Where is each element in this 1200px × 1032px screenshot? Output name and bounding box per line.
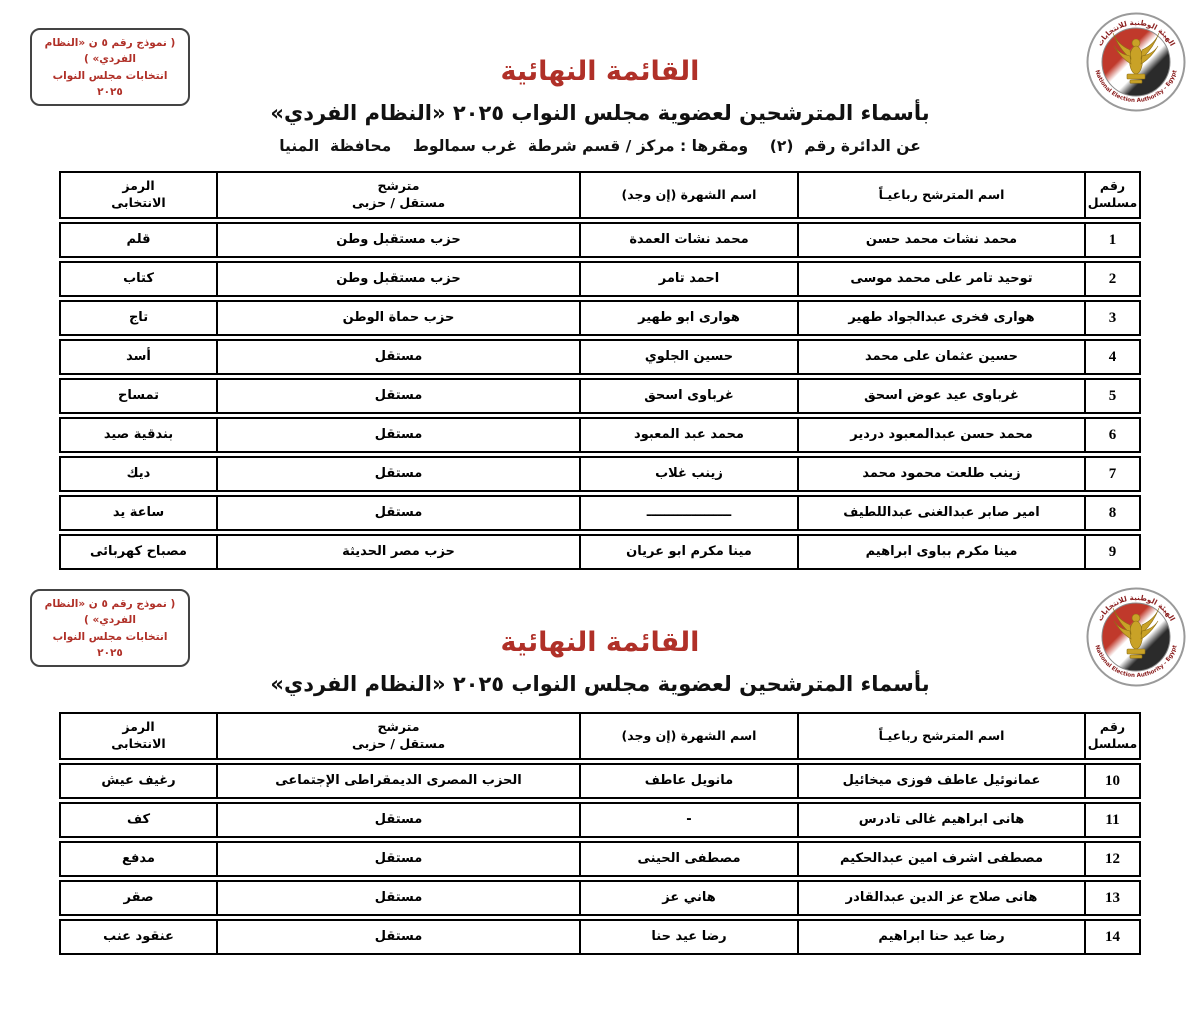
cell-serial <box>1084 224 1139 256</box>
serial-number: 1 <box>1108 231 1117 248</box>
cell-alias: زينب غلاب <box>579 458 797 490</box>
cell-candidate-name: هانى ابراهيم غالى تادرس <box>797 804 1084 836</box>
logo-english-text: National Election Authority - Egypt <box>1093 644 1179 680</box>
cell-party: مستقل <box>216 497 579 529</box>
header-party-line1: مترشح <box>377 719 420 735</box>
nea-logo <box>1086 587 1186 687</box>
cell-serial <box>1084 497 1139 529</box>
cell-alias: مانويل عاطف <box>579 765 797 797</box>
header-serial-line2: مسلسل <box>1087 736 1138 751</box>
serial-number: 13 <box>1105 889 1120 906</box>
table-row <box>59 534 1141 570</box>
header-party <box>216 173 579 217</box>
header-symbol-line1: الرمز <box>122 719 155 735</box>
final-list-title: القائمة النهائية <box>500 56 700 87</box>
cell-symbol: تاج <box>128 310 149 326</box>
district-line: عن الدائرة رقم (٢) ومقرها : مركز / قسم شرطة غرب سمالوط محافظة المنيا <box>279 137 921 155</box>
cell-symbol: مصباح كهربائى <box>90 544 187 560</box>
serial-number: 4 <box>1108 348 1117 365</box>
cell-candidate-name: مينا مكرم بباوى ابراهيم <box>797 536 1084 568</box>
cell-alias: هوارى ابو طهير <box>579 302 797 334</box>
header-serial-line2: مسلسل <box>1087 195 1138 210</box>
cell-alias: مصطفى الحينى <box>579 843 797 875</box>
form-stamp-box <box>30 28 190 106</box>
form-stamp-box <box>30 589 190 667</box>
nea-logo <box>1086 12 1186 112</box>
cell-alias: غرباوى اسحق <box>579 380 797 412</box>
cell-symbol: بندقية صيد <box>103 427 174 443</box>
candidates-table-1 <box>59 171 1141 570</box>
header-alias: اسم الشهرة (إن وجد) <box>579 173 797 217</box>
cell-alias: محمد عبد المعبود <box>579 419 797 451</box>
cell-party: مستقل <box>216 921 579 953</box>
cell-party: حزب مصر الحديثة <box>216 536 579 568</box>
cell-candidate-name: توحيد تامر على محمد موسى <box>797 263 1084 295</box>
logo-arabic-text: الهيئة الوطنية للانتخابات <box>1095 592 1178 623</box>
cell-alias: هاني عز <box>579 882 797 914</box>
serial-number: 2 <box>1108 270 1117 287</box>
header-serial-line1: رقم <box>1099 719 1126 735</box>
table-row <box>59 378 1141 414</box>
cell-candidate-name: غرباوى عيد عوض اسحق <box>797 380 1084 412</box>
logo-arabic-text: الهيئة الوطنية للانتخابات <box>1095 17 1178 48</box>
header-serial <box>1084 714 1139 758</box>
cell-serial <box>1084 263 1139 295</box>
cell-serial <box>1084 458 1139 490</box>
cell-party: مستقل <box>216 419 579 451</box>
serial-number: 5 <box>1108 387 1117 404</box>
cell-candidate-name: امير صابر عبدالغنى عبداللطيف <box>797 497 1084 529</box>
cell-symbol: ديك <box>126 466 151 482</box>
list-section-2 <box>0 573 1200 955</box>
header-symbol-line2: الانتخابى <box>111 736 166 751</box>
serial-number: 14 <box>1105 928 1120 945</box>
cell-symbol: صقر <box>123 890 154 906</box>
form-stamp-line2: انتخابات مجلس النواب ٢٠٢٥ <box>52 630 168 659</box>
cell-candidate-name: هانى صلاح عز الدين عبدالقادر <box>797 882 1084 914</box>
serial-number: 9 <box>1108 543 1117 560</box>
table-row <box>59 763 1141 799</box>
header-party-line1: مترشح <box>377 178 420 194</box>
table-row <box>59 456 1141 492</box>
header-serial <box>1084 173 1139 217</box>
cell-alias: حسين الجلوي <box>579 341 797 373</box>
cell-party: الحزب المصرى الديمقراطى الإجتماعى <box>216 765 579 797</box>
serial-number: 10 <box>1105 772 1120 789</box>
header-party-line2: مستقل / حزبى <box>351 736 446 751</box>
cell-candidate-name: عمانوئيل عاطف فوزى ميخائيل <box>797 765 1084 797</box>
cell-alias: ـــــــــــــــــــ <box>579 497 797 529</box>
cell-symbol: تمساح <box>117 388 160 404</box>
header-candidate-name: اسم المترشح رباعيـاً <box>797 173 1084 217</box>
cell-serial <box>1084 882 1139 914</box>
table-row <box>59 802 1141 838</box>
cell-party: مستقل <box>216 341 579 373</box>
form-stamp-line1: ( نموذج رقم ٥ ن «النظام الفردي» ) <box>44 598 176 627</box>
cell-symbol: ساعة يد <box>112 505 165 521</box>
header-symbol <box>61 714 216 758</box>
cell-candidate-name: مصطفى اشرف امين عبدالحكيم <box>797 843 1084 875</box>
header-symbol <box>61 173 216 217</box>
header-symbol-line2: الانتخابى <box>111 195 166 210</box>
cell-serial <box>1084 804 1139 836</box>
cell-symbol: كتاب <box>123 271 154 287</box>
cell-party: حزب مستقبل وطن <box>216 224 579 256</box>
header-party <box>216 714 579 758</box>
cell-serial <box>1084 843 1139 875</box>
table-row <box>59 919 1141 955</box>
table-row <box>59 261 1141 297</box>
cell-alias: رضا عيد حنا <box>579 921 797 953</box>
cell-serial <box>1084 341 1139 373</box>
table-row <box>59 841 1141 877</box>
serial-number: 6 <box>1108 426 1117 443</box>
nea-emblem-icon <box>1086 12 1186 112</box>
table-row <box>59 339 1141 375</box>
cell-party: حزب مستقبل وطن <box>216 263 579 295</box>
cell-symbol: مدفع <box>122 851 155 867</box>
serial-number: 7 <box>1108 465 1117 482</box>
candidates-subtitle: بأسماء المترشحين لعضوية مجلس النواب ٢٠٢٥ «النظام الفردي» <box>270 672 930 696</box>
cell-candidate-name: محمد نشات محمد حسن <box>797 224 1084 256</box>
table-header-row <box>59 712 1141 760</box>
table-body-2 <box>59 763 1141 955</box>
form-stamp-line1: ( نموذج رقم ٥ ن «النظام الفردي» ) <box>44 37 176 66</box>
cell-party: مستقل <box>216 380 579 412</box>
table-header-row <box>59 171 1141 219</box>
cell-party: مستقل <box>216 882 579 914</box>
candidates-subtitle: بأسماء المترشحين لعضوية مجلس النواب ٢٠٢٥ «النظام الفردي» <box>270 101 930 125</box>
cell-candidate-name: رضا عيد حنا ابراهيم <box>797 921 1084 953</box>
serial-number: 12 <box>1105 850 1120 867</box>
table-row <box>59 300 1141 336</box>
header-serial-line1: رقم <box>1099 178 1126 194</box>
cell-serial <box>1084 419 1139 451</box>
logo-english-text: National Election Authority - Egypt <box>1093 69 1179 105</box>
cell-serial <box>1084 765 1139 797</box>
cell-candidate-name: هوارى فخرى عبدالجواد طهير <box>797 302 1084 334</box>
cell-party: مستقل <box>216 804 579 836</box>
cell-candidate-name: زينب طلعت محمود محمد <box>797 458 1084 490</box>
serial-number: 8 <box>1108 504 1117 521</box>
table-body-1 <box>59 222 1141 570</box>
cell-serial <box>1084 921 1139 953</box>
form-stamp-line2: انتخابات مجلس النواب ٢٠٢٥ <box>52 69 168 98</box>
cell-alias: احمد تامر <box>579 263 797 295</box>
nea-emblem-icon <box>1086 587 1186 687</box>
cell-symbol: رغيف عيش <box>101 773 176 789</box>
cell-serial <box>1084 380 1139 412</box>
table-row <box>59 880 1141 916</box>
table-row <box>59 495 1141 531</box>
cell-symbol: قلم <box>126 232 151 248</box>
serial-number: 3 <box>1108 309 1117 326</box>
cell-party: مستقل <box>216 843 579 875</box>
cell-party: مستقل <box>216 458 579 490</box>
cell-symbol: أسد <box>126 349 151 365</box>
cell-serial <box>1084 302 1139 334</box>
cell-party: حزب حماة الوطن <box>216 302 579 334</box>
table-row <box>59 222 1141 258</box>
cell-candidate-name: محمد حسن عبدالمعبود دردير <box>797 419 1084 451</box>
header-candidate-name: اسم المترشح رباعيـاً <box>797 714 1084 758</box>
cell-candidate-name: حسين عثمان على محمد <box>797 341 1084 373</box>
header-alias: اسم الشهرة (إن وجد) <box>579 714 797 758</box>
cell-serial <box>1084 536 1139 568</box>
candidates-table-2 <box>59 712 1141 955</box>
cell-alias: - <box>579 804 797 836</box>
final-list-title: القائمة النهائية <box>500 627 700 658</box>
cell-symbol: عنقود عنب <box>103 929 174 945</box>
header-symbol-line1: الرمز <box>122 178 155 194</box>
table-row <box>59 417 1141 453</box>
header-party-line2: مستقل / حزبى <box>351 195 446 210</box>
cell-alias: مينا مكرم ابو عريان <box>579 536 797 568</box>
cell-symbol: كف <box>126 812 151 828</box>
serial-number: 11 <box>1105 811 1120 828</box>
cell-alias: محمد نشات العمدة <box>579 224 797 256</box>
